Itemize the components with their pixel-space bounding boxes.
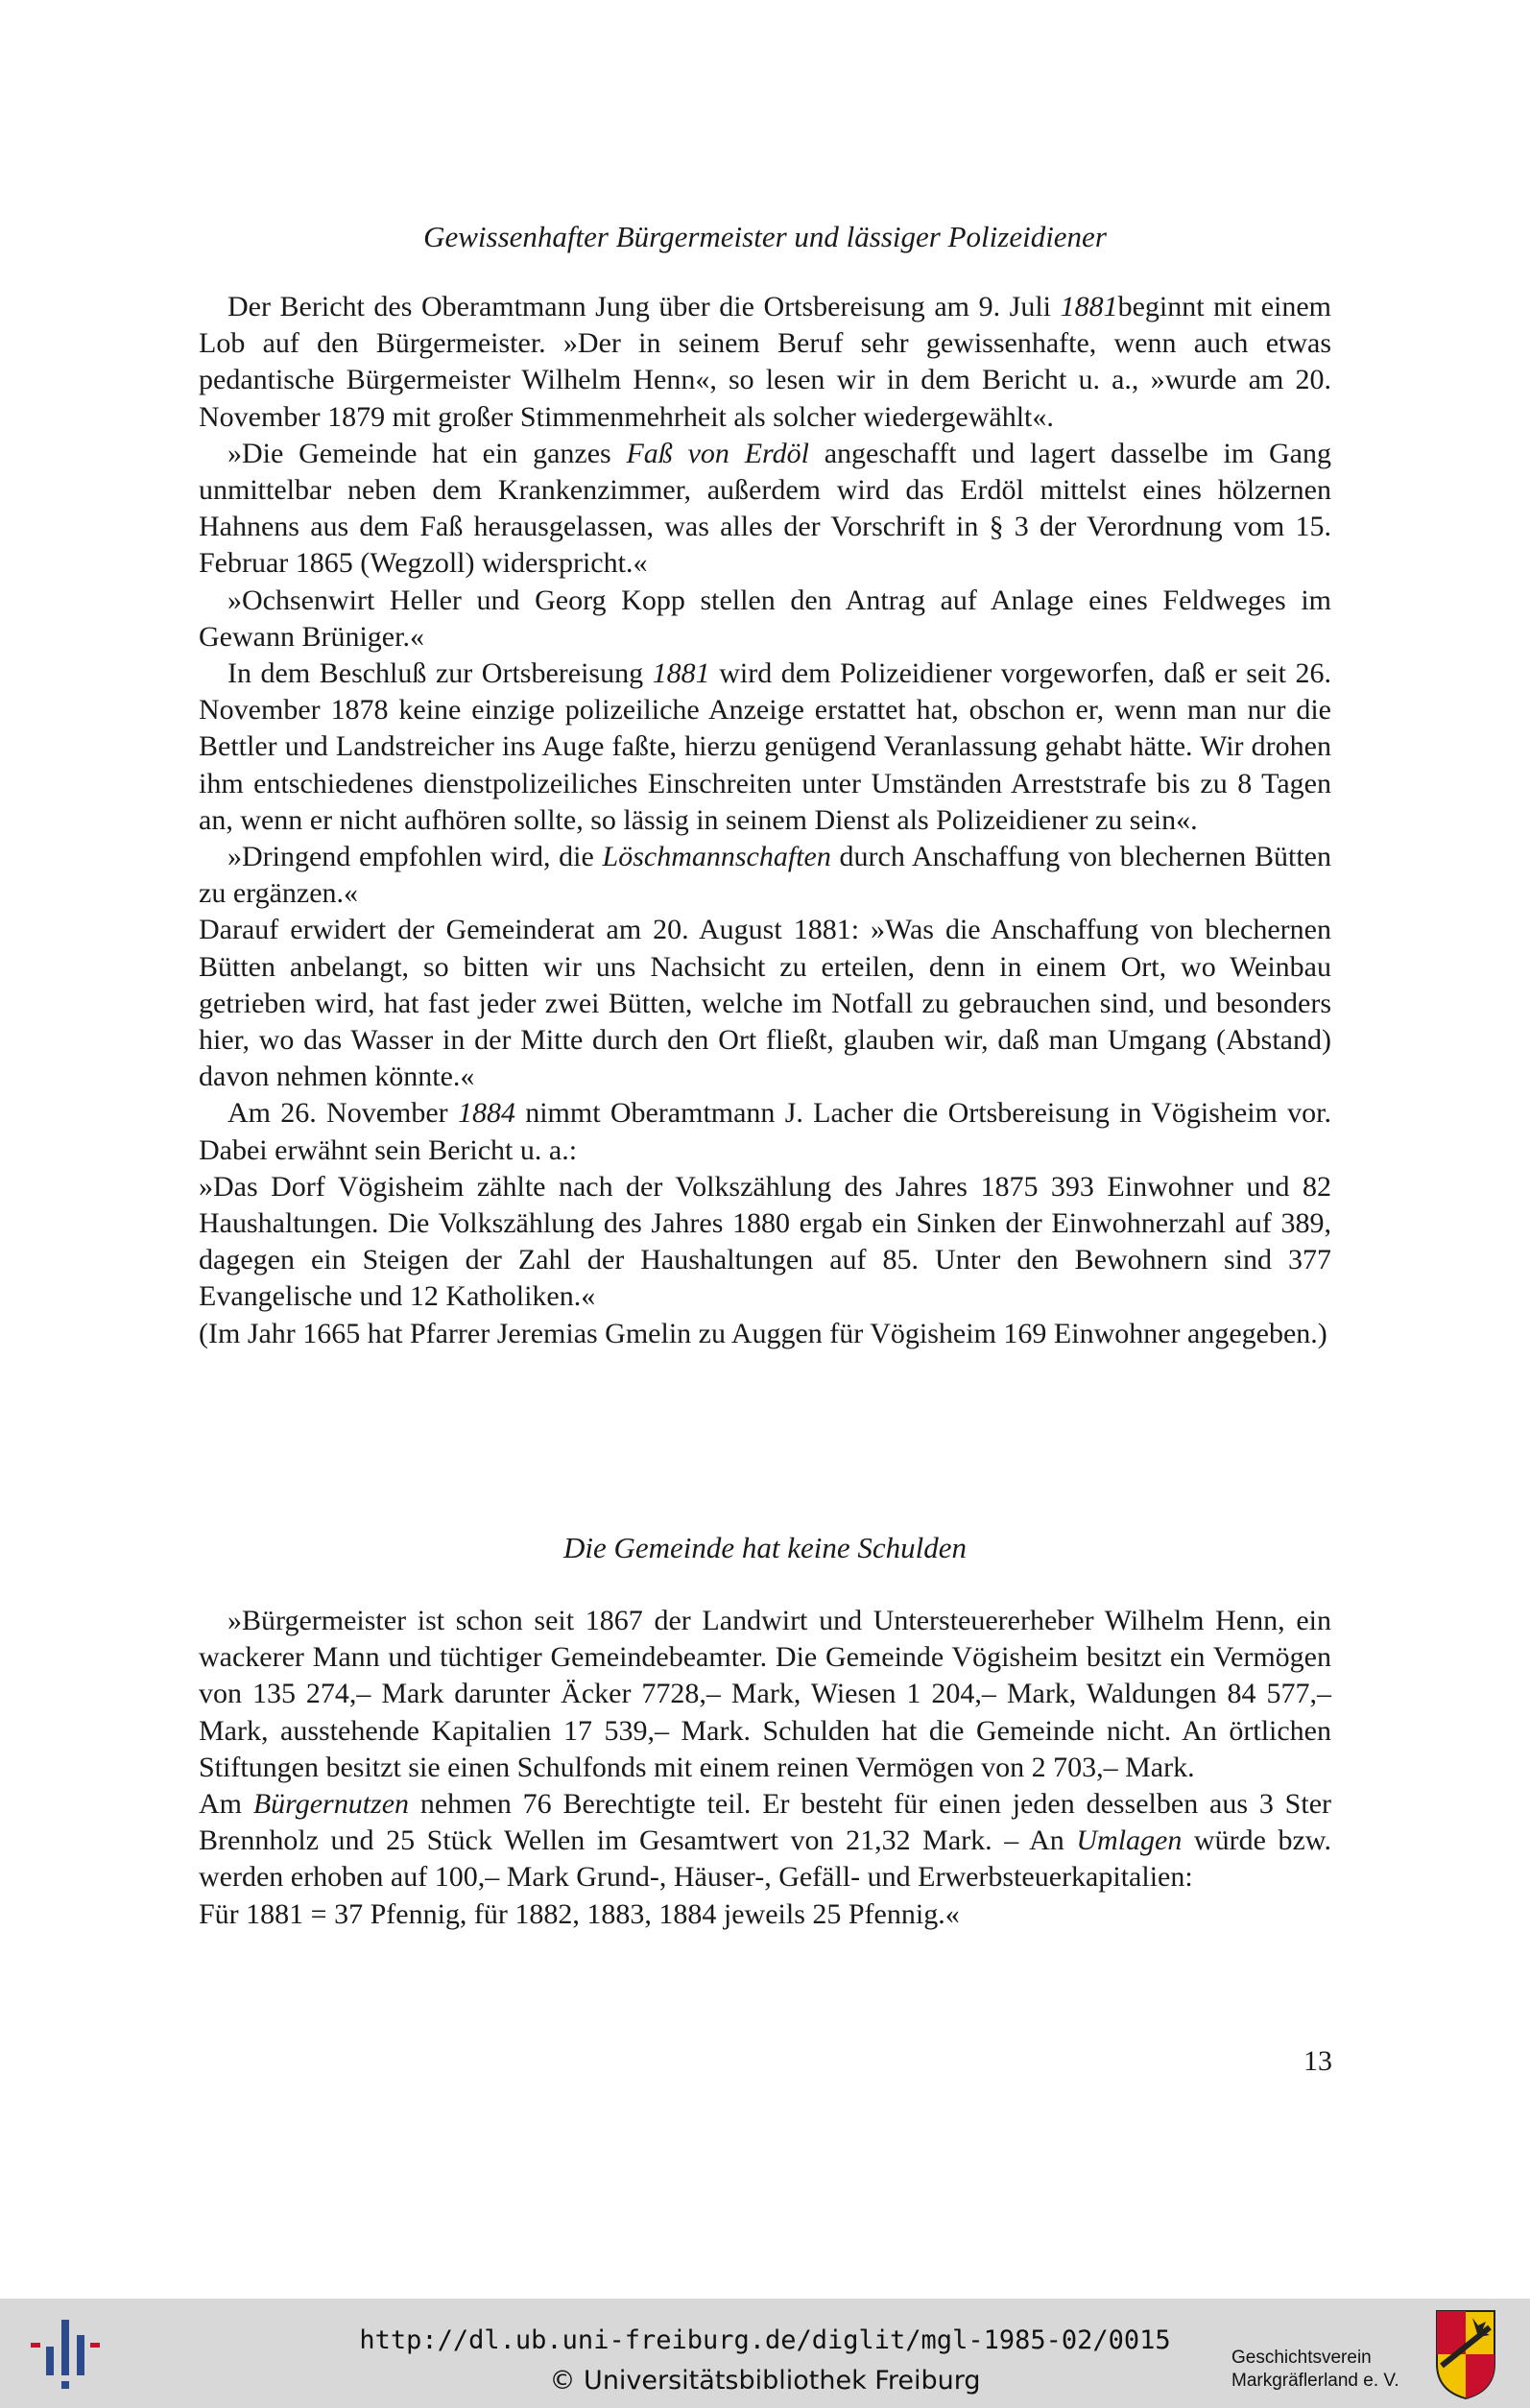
copyright-notice: © Universitätsbibliothek Freiburg	[549, 2366, 981, 2396]
paragraph	[199, 656, 1331, 839]
footer-bar	[0, 2299, 1530, 2408]
publisher-line: Markgräflerland e. V.	[1231, 2371, 1399, 2391]
italic-text: 1884	[457, 1097, 515, 1130]
paragraph: Darauf erwidert der Gemeinderat am 20. August 1881: »Was die Anschaffung von blechernen Bütten anbelangt, so bitten wir uns Nachsicht zu erteilen, denn in einem Ort, wo Weinbau getrieben wird, hat fast jeder zwei Bütten, welche im Notfall zu gebrauchen sind, und besonders hier, wo das Wasser in der Mitte durch den Ort fließt, glauben wir, daß man Umgang (Abstand) davon nehmen könnte.«	[199, 914, 1331, 1093]
paragraph	[199, 839, 1331, 912]
text-run: durch Anschaffung von blechernen Bütten zu ergänzen.«	[199, 841, 1331, 910]
page-number: 13	[1303, 2045, 1332, 2077]
section-heading: Gewissenhafter Bürgermeister und lässiger Polizeidiener	[423, 220, 1107, 253]
text-run: Der Bericht des Oberamtmann Jung über die Ortsbereisung am 9. Juli	[227, 291, 1061, 322]
italic-text: 1881	[1060, 291, 1118, 322]
text-run: wird dem Polizeidiener vorgeworfen, daß er seit 26. November 1878 keine einzige polizeiliche Anzeige erstattet hat, obschon er, wenn man nur die Bettler und Landstreicher ins Auge faßte, hierzu genügend Veranlassung gehabt hätte. Wir drohen ihm entschiedenes dienstpolizeiliches Einschreiten unter Umständen Arreststrafe bis zu 8 Tagen an, wenn er nicht aufhören sollte, so lässig in seinem Dienst als Polizeidiener zu sein«.	[199, 657, 1331, 836]
paragraph	[199, 1095, 1331, 1168]
text-run: nimmt Oberamtmann J. Lacher die Ortsbereisung in Vögisheim vor. Dabei erwähnt sein Bericht u. a.:	[199, 1097, 1331, 1166]
text-run: beginnt mit einem Lob auf den Bürgermeister. »Der in seinem Beruf sehr gewissenhafte, wenn auch etwas pedantische Bürgermeister Wilhelm Henn«, so lesen wir in dem Bericht u. a., »wurde am 20. November 1879 mit großer Stimmenmehrheit als solcher wiedergewählt«.	[199, 291, 1331, 433]
text-run: angeschafft und lagert dasselbe im Gang unmittelbar neben dem Krankenzimmer, außerdem wird das Erdöl mittelst eines hölzernen Hahnens aus dem Faß herausgelassen, was alles der Vorschrift in § 3 der Verordnung vom 15. Februar 1865 (Wegzoll) widerspricht.«	[199, 437, 1331, 580]
paragraph: (Im Jahr 1665 hat Pfarrer Jeremias Gmelin zu Auggen für Vögisheim 169 Einwohner angegeben.)	[199, 1317, 1327, 1349]
publisher-line: Geschichtsverein	[1231, 2348, 1372, 2368]
document-url-link[interactable]: http://dl.ub.uni-freiburg.de/diglit/mgl-1985-02/0015	[359, 2325, 1171, 2355]
italic-text: Faß von Erdöl	[626, 437, 809, 469]
italic-text: 1881	[652, 657, 710, 690]
text-run: In dem Beschluß zur Ortsbereisung	[227, 657, 653, 690]
body-text	[199, 289, 1331, 1352]
publisher-name	[1231, 2347, 1399, 2393]
text-run: Am	[199, 1788, 253, 1821]
paragraph	[199, 436, 1331, 583]
paragraph: »Bürgermeister ist schon seit 1867 der Landwirt und Untersteuererheber Wilhelm Henn, ein wackerer Mann und tüchtiger Gemeindebeamter. Die Gemeinde Vögisheim besitzt ein Vermögen von 135 274,– Mark darunter Äcker 7728,– Mark, Wiesen 1 204,– Mark, Waldungen 84 577,– Mark, ausstehende Kapitalien 17 539,– Mark. Schulden hat die Gemeinde nicht. An örtlichen Stiftungen besitzt sie einen Schulfonds mit einem reinen Vermögen von 2 703,– Mark.	[199, 1605, 1331, 1783]
paragraph: »Ochsenwirt Heller und Georg Kopp stellen den Antrag auf Anlage eines Feldweges im Gewann Brüniger.«	[199, 584, 1331, 653]
paragraph: Für 1881 = 37 Pfennig, für 1882, 1883, 1884 jeweils 25 Pfennig.«	[199, 1897, 960, 1930]
text-run: nehmen 76 Berechtigte teil. Er besteht für einen jeden desselben aus 3 Ster Brennholz und 25 Stück Wellen im Gesamtwert von 21,32 Mark. – An	[199, 1788, 1331, 1857]
text-run: »Dringend empfohlen wird, die	[227, 841, 603, 873]
paragraph	[199, 1786, 1331, 1896]
section-heading: Die Gemeinde hat keine Schulden	[562, 1531, 968, 1564]
body-text	[199, 1603, 1331, 1933]
paragraph: »Das Dorf Vögisheim zählte nach der Volkszählung des Jahres 1875 393 Einwohner und 82 Haushaltungen. Die Volkszählung des Jahres 1880 ergab ein Sinken der Einwohnerzahl auf 389, dagegen ein Steigen der Zahl der Haushaltungen auf 85. Unter den Bewohnern sind 377 Evangelische und 12 Katholiken.«	[199, 1170, 1331, 1313]
coat-of-arms-icon	[1434, 2308, 1497, 2400]
italic-text: Löschmannschaften	[602, 841, 831, 873]
italic-text: Umlagen	[1076, 1824, 1183, 1857]
text-run: »Die Gemeinde hat ein ganzes	[227, 437, 627, 469]
text-run: würde bzw. werden erhoben auf 100,– Mark Grund-, Häuser-, Gefäll- und Erwerbsteuerkapitalien:	[199, 1824, 1331, 1894]
italic-text: Bürgernutzen	[252, 1788, 410, 1821]
text-run: Am 26. November	[227, 1097, 458, 1130]
paragraph	[199, 289, 1331, 436]
